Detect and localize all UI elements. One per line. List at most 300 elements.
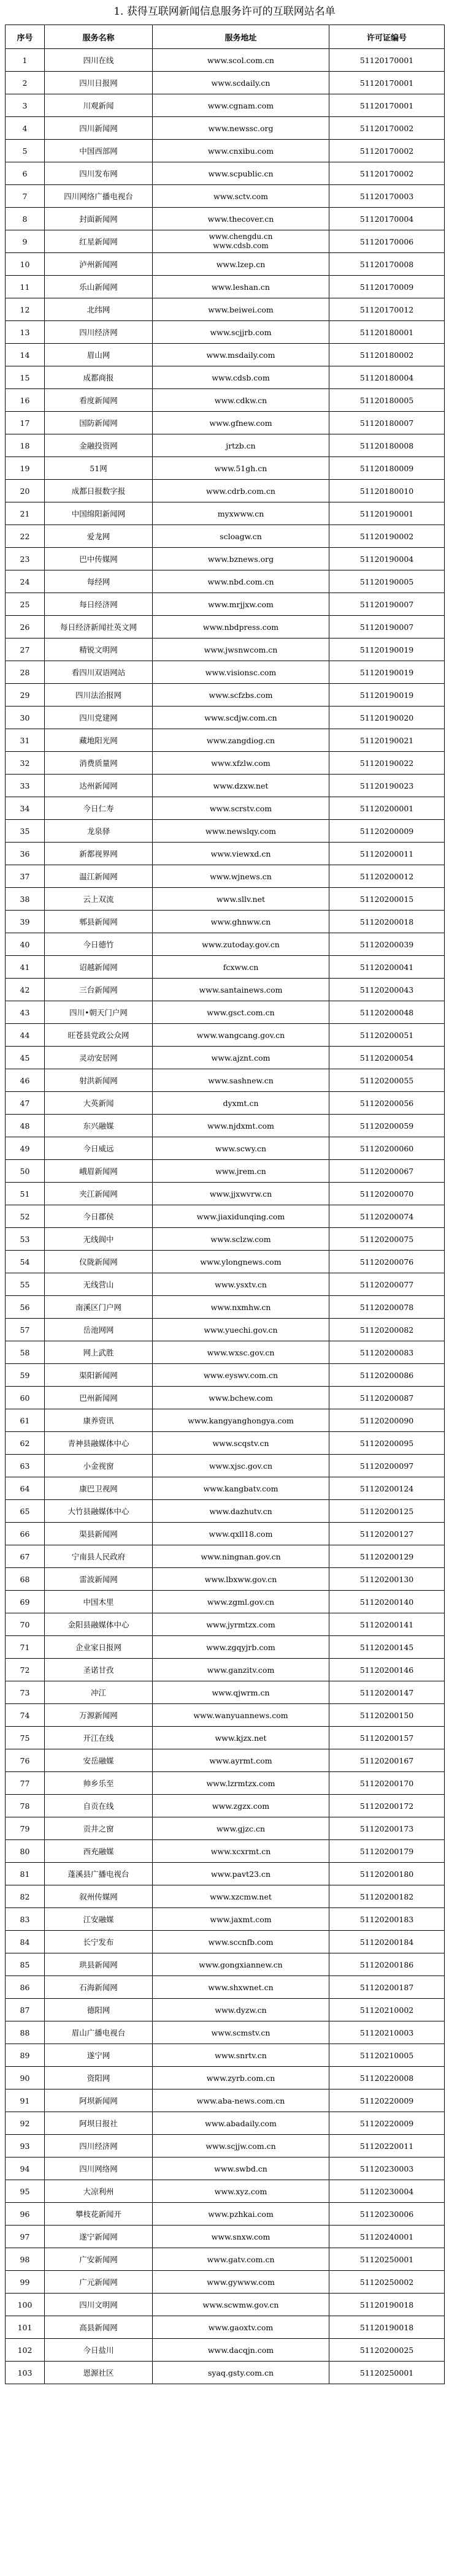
cell-service-name: 仪陇新闻网 — [45, 1251, 153, 1273]
table-row — [6, 2226, 445, 2248]
cell-license-number: 51120200001 — [329, 797, 445, 820]
cell-license-number: 51120190007 — [329, 593, 445, 616]
cell-serial-number: 39 — [6, 911, 45, 933]
table-row — [6, 752, 445, 775]
cell-license-number: 51120190021 — [329, 729, 445, 752]
cell-service-address: www.abadaily.com — [153, 2112, 329, 2135]
cell-license-number: 51120170001 — [329, 49, 445, 72]
table-row — [6, 593, 445, 616]
cell-service-address: www.gsct.com.cn — [153, 1001, 329, 1024]
cell-service-address: www.lzep.cn — [153, 253, 329, 276]
cell-serial-number: 44 — [6, 1024, 45, 1047]
table-row — [6, 1976, 445, 1999]
cell-license-number: 51120200083 — [329, 1341, 445, 1364]
table-row — [6, 140, 445, 162]
cell-service-name: 青神县融媒体中心 — [45, 1432, 153, 1455]
cell-license-number: 51120180004 — [329, 366, 445, 389]
cell-service-address: www.scmstv.cn — [153, 2021, 329, 2044]
cell-service-name: 旺苍县党政公众网 — [45, 1024, 153, 1047]
cell-serial-number: 15 — [6, 366, 45, 389]
cell-serial-number: 43 — [6, 1001, 45, 1024]
table-row — [6, 1863, 445, 1885]
cell-service-address: syaq.gsty.com.cn — [153, 2362, 329, 2384]
cell-serial-number: 67 — [6, 1545, 45, 1568]
table-row — [6, 1727, 445, 1749]
table-row — [6, 525, 445, 548]
table-row — [6, 2271, 445, 2294]
cell-serial-number: 11 — [6, 276, 45, 298]
cell-serial-number: 98 — [6, 2248, 45, 2271]
cell-service-name: 康巴卫视网 — [45, 1477, 153, 1500]
cell-service-name: 四川新闻网 — [45, 117, 153, 140]
cell-license-number: 51120170004 — [329, 208, 445, 230]
table-row — [6, 502, 445, 525]
cell-serial-number: 73 — [6, 1681, 45, 1704]
cell-serial-number: 85 — [6, 1953, 45, 1976]
table-row — [6, 1251, 445, 1273]
cell-license-number: 51120180010 — [329, 480, 445, 502]
table-row — [6, 412, 445, 434]
cell-serial-number: 66 — [6, 1523, 45, 1545]
cell-serial-number: 40 — [6, 933, 45, 956]
cell-license-number: 51120170009 — [329, 276, 445, 298]
cell-service-name: 51网 — [45, 457, 153, 480]
table-row — [6, 1591, 445, 1613]
cell-serial-number: 19 — [6, 457, 45, 480]
cell-service-address: www.scwy.cn — [153, 1137, 329, 1160]
cell-service-address: www.cgnam.com — [153, 94, 329, 117]
cell-service-address: www.sctv.com — [153, 185, 329, 208]
cell-license-number: 51120200146 — [329, 1659, 445, 1681]
cell-license-number: 51120180001 — [329, 321, 445, 344]
cell-serial-number: 87 — [6, 1999, 45, 2021]
cell-service-address: www.ganzitv.com — [153, 1659, 329, 1681]
table-row — [6, 162, 445, 185]
cell-service-address: www.cdkw.cn — [153, 389, 329, 412]
cell-service-name: 叙州传媒网 — [45, 1885, 153, 1908]
cell-service-address: jrtzb.cn — [153, 434, 329, 457]
cell-service-name: 看四川双语网站 — [45, 661, 153, 684]
table-row — [6, 1047, 445, 1069]
table-row — [6, 230, 445, 253]
cell-license-number: 51120200187 — [329, 1976, 445, 1999]
cell-service-address: www.shxwnet.cn — [153, 1976, 329, 1999]
cell-service-address: www.santainews.com — [153, 979, 329, 1001]
cell-service-name: 巴中传媒网 — [45, 548, 153, 570]
cell-service-address: www.cnxibu.com — [153, 140, 329, 162]
cell-serial-number: 54 — [6, 1251, 45, 1273]
cell-license-number: 51120210003 — [329, 2021, 445, 2044]
cell-service-name: 诏越新闻网 — [45, 956, 153, 979]
cell-service-name: 四川网络网 — [45, 2157, 153, 2180]
cell-service-name: 江安融媒 — [45, 1908, 153, 1931]
cell-license-number: 51120170003 — [329, 185, 445, 208]
cell-service-name: 每日经济网 — [45, 593, 153, 616]
cell-service-name: 帅乡乐至 — [45, 1772, 153, 1795]
cell-serial-number: 3 — [6, 94, 45, 117]
cell-service-name: 金阳县融媒体中心 — [45, 1613, 153, 1636]
cell-serial-number: 53 — [6, 1228, 45, 1251]
cell-service-name: 今日盐川 — [45, 2339, 153, 2362]
cell-license-number: 51120200172 — [329, 1795, 445, 1817]
cell-license-number: 51120200025 — [329, 2339, 445, 2362]
cell-service-name: 看度新闻网 — [45, 389, 153, 412]
cell-service-address: www.gongxiannew.cn — [153, 1953, 329, 1976]
table-row — [6, 1931, 445, 1953]
cell-license-number: 51120200018 — [329, 911, 445, 933]
cell-license-number: 51120230004 — [329, 2180, 445, 2203]
table-row — [6, 797, 445, 820]
cell-serial-number: 72 — [6, 1659, 45, 1681]
cell-serial-number: 34 — [6, 797, 45, 820]
table-row — [6, 1636, 445, 1659]
cell-license-number: 51120200009 — [329, 820, 445, 843]
cell-service-name: 冲江 — [45, 1681, 153, 1704]
table-row — [6, 1908, 445, 1931]
cell-license-number: 51120200011 — [329, 843, 445, 865]
cell-service-address: www.scqstv.cn — [153, 1432, 329, 1455]
cell-service-name: 高县新闻网 — [45, 2316, 153, 2339]
cell-serial-number: 92 — [6, 2112, 45, 2135]
cell-serial-number: 97 — [6, 2226, 45, 2248]
cell-service-name: 企业家日报网 — [45, 1636, 153, 1659]
cell-service-address: www.ayrmt.com — [153, 1749, 329, 1772]
cell-serial-number: 84 — [6, 1931, 45, 1953]
cell-serial-number: 22 — [6, 525, 45, 548]
cell-serial-number: 49 — [6, 1137, 45, 1160]
table-row — [6, 276, 445, 298]
cell-serial-number: 16 — [6, 389, 45, 412]
cell-service-address: www.scrstv.com — [153, 797, 329, 820]
cell-serial-number: 76 — [6, 1749, 45, 1772]
cell-service-name: 岳池网网 — [45, 1319, 153, 1341]
cell-service-address: www.dzxw.net — [153, 775, 329, 797]
cell-serial-number: 7 — [6, 185, 45, 208]
cell-service-address: www.sccnfb.com — [153, 1931, 329, 1953]
table-row — [6, 1772, 445, 1795]
cell-service-address: www.pzhkai.com — [153, 2203, 329, 2226]
cell-service-address: www.zyrb.com.cn — [153, 2067, 329, 2089]
table-row — [6, 2339, 445, 2362]
cell-license-number: 51120200067 — [329, 1160, 445, 1183]
table-row — [6, 661, 445, 684]
cell-serial-number: 75 — [6, 1727, 45, 1749]
cell-license-number: 51120200097 — [329, 1455, 445, 1477]
table-row — [6, 1183, 445, 1205]
document-title: 1. 获得互联网新闻信息服务许可的互联网站名单 — [113, 6, 336, 18]
cell-license-number: 51120200173 — [329, 1817, 445, 1840]
cell-service-name: 每经网 — [45, 570, 153, 593]
cell-service-address: www.jiaxidunqing.com — [153, 1205, 329, 1228]
cell-license-number: 51120170001 — [329, 72, 445, 94]
cell-service-name: 大竹县融媒体中心 — [45, 1500, 153, 1523]
table-row — [6, 1795, 445, 1817]
cell-serial-number: 21 — [6, 502, 45, 525]
cell-license-number: 51120200059 — [329, 1115, 445, 1137]
table-row — [6, 933, 445, 956]
cell-service-name: 渠阳新闻网 — [45, 1364, 153, 1387]
cell-service-address: www.sashnew.cn — [153, 1069, 329, 1092]
cell-license-number: 51120200051 — [329, 1024, 445, 1047]
cell-service-address: www.jrem.cn — [153, 1160, 329, 1183]
cell-service-name: 巴州新闻网 — [45, 1387, 153, 1409]
cell-serial-number: 42 — [6, 979, 45, 1001]
cell-service-name: 泸州新闻网 — [45, 253, 153, 276]
cell-service-name: 攀枝花新闻开 — [45, 2203, 153, 2226]
cell-license-number: 51120200183 — [329, 1908, 445, 1931]
cell-serial-number: 95 — [6, 2180, 45, 2203]
table-row — [6, 1885, 445, 1908]
table-row — [6, 1387, 445, 1409]
cell-service-address: www.xzcmw.net — [153, 1885, 329, 1908]
cell-license-number: 51120200186 — [329, 1953, 445, 1976]
cell-license-number: 51120200039 — [329, 933, 445, 956]
table-row — [6, 1545, 445, 1568]
cell-license-number: 51120200167 — [329, 1749, 445, 1772]
cell-license-number: 51120200074 — [329, 1205, 445, 1228]
cell-license-number: 51120230006 — [329, 2203, 445, 2226]
cell-license-number: 51120200147 — [329, 1681, 445, 1704]
cell-license-number: 51120200140 — [329, 1591, 445, 1613]
cell-serial-number: 33 — [6, 775, 45, 797]
cell-license-number: 51120170001 — [329, 94, 445, 117]
cell-service-name: 四川•朝天门户网 — [45, 1001, 153, 1024]
cell-service-address: www.bchew.com — [153, 1387, 329, 1409]
cell-service-address: fcxww.cn — [153, 956, 329, 979]
cell-serial-number: 89 — [6, 2044, 45, 2067]
cell-service-address: www.snxw.com — [153, 2226, 329, 2248]
header-license-number: 许可证编号 — [329, 25, 445, 49]
cell-service-address: www.xcxrmt.cn — [153, 1840, 329, 1863]
cell-service-address: www.eyswv.com.cn — [153, 1364, 329, 1387]
cell-service-name: 小金视窗 — [45, 1455, 153, 1477]
cell-serial-number: 18 — [6, 434, 45, 457]
cell-service-name: 广元新闻网 — [45, 2271, 153, 2294]
cell-serial-number: 20 — [6, 480, 45, 502]
cell-license-number: 51120200090 — [329, 1409, 445, 1432]
cell-license-number: 51120200070 — [329, 1183, 445, 1205]
cell-service-name: 德阳网 — [45, 1999, 153, 2021]
cell-service-address: www.pavt23.cn — [153, 1863, 329, 1885]
cell-service-address: www.gaoxtv.com — [153, 2316, 329, 2339]
cell-service-name: 渠县新闻网 — [45, 1523, 153, 1545]
cell-serial-number: 57 — [6, 1319, 45, 1341]
cell-license-number: 51120200077 — [329, 1273, 445, 1296]
table-row — [6, 2362, 445, 2384]
cell-service-address: www.scjjrb.com — [153, 321, 329, 344]
cell-license-number: 51120220011 — [329, 2135, 445, 2157]
cell-service-address: www.xjsc.gov.cn — [153, 1455, 329, 1477]
cell-service-name: 今日威远 — [45, 1137, 153, 1160]
table-row — [6, 1364, 445, 1387]
cell-license-number: 51120190022 — [329, 752, 445, 775]
cell-service-address: www.mrjjxw.com — [153, 593, 329, 616]
cell-service-address: www.nbdpress.com — [153, 616, 329, 638]
cell-service-address: www.msdaily.com — [153, 344, 329, 366]
cell-service-name: 达州新闻网 — [45, 775, 153, 797]
cell-serial-number: 59 — [6, 1364, 45, 1387]
cell-serial-number: 81 — [6, 1863, 45, 1885]
header-serial-number: 序号 — [6, 25, 45, 49]
cell-service-name: 万源新闻网 — [45, 1704, 153, 1727]
cell-license-number: 51120190002 — [329, 525, 445, 548]
cell-service-name: 藏地阳光网 — [45, 729, 153, 752]
table-row — [6, 1137, 445, 1160]
cell-license-number: 51120200043 — [329, 979, 445, 1001]
cell-license-number: 51120200060 — [329, 1137, 445, 1160]
cell-serial-number: 71 — [6, 1636, 45, 1659]
cell-service-name: 红星新闻网 — [45, 230, 153, 253]
table-row — [6, 321, 445, 344]
cell-license-number: 51120200124 — [329, 1477, 445, 1500]
cell-serial-number: 79 — [6, 1817, 45, 1840]
cell-service-address: www.zgzx.com — [153, 1795, 329, 1817]
cell-serial-number: 27 — [6, 638, 45, 661]
cell-service-address: www.snrtv.cn — [153, 2044, 329, 2067]
cell-license-number: 51120210002 — [329, 1999, 445, 2021]
cell-service-address: www.ghnww.cn — [153, 911, 329, 933]
cell-service-address: myxwww.cn — [153, 502, 329, 525]
cell-serial-number: 24 — [6, 570, 45, 593]
cell-serial-number: 64 — [6, 1477, 45, 1500]
table-row — [6, 865, 445, 888]
cell-license-number: 51120200082 — [329, 1319, 445, 1341]
cell-license-number: 51120170002 — [329, 117, 445, 140]
table-row — [6, 684, 445, 707]
cell-service-name: 四川日报网 — [45, 72, 153, 94]
cell-serial-number: 88 — [6, 2021, 45, 2044]
cell-license-number: 51120200055 — [329, 1069, 445, 1092]
cell-serial-number: 63 — [6, 1455, 45, 1477]
cell-service-address: www.newssc.org — [153, 117, 329, 140]
table-row — [6, 1024, 445, 1047]
cell-serial-number: 36 — [6, 843, 45, 865]
table-body — [6, 49, 445, 2384]
cell-serial-number: 47 — [6, 1092, 45, 1115]
cell-serial-number: 74 — [6, 1704, 45, 1727]
cell-license-number: 51120200015 — [329, 888, 445, 911]
cell-service-name: 四川文明网 — [45, 2294, 153, 2316]
cell-service-address: www.xfzlw.com — [153, 752, 329, 775]
cell-serial-number: 5 — [6, 140, 45, 162]
cell-service-name: 网上武胜 — [45, 1341, 153, 1364]
table-row — [6, 911, 445, 933]
table-row — [6, 1953, 445, 1976]
cell-license-number: 51120200041 — [329, 956, 445, 979]
cell-license-number: 51120190018 — [329, 2316, 445, 2339]
cell-license-number: 51120200086 — [329, 1364, 445, 1387]
cell-license-number: 51120250001 — [329, 2362, 445, 2384]
cell-serial-number: 55 — [6, 1273, 45, 1296]
cell-serial-number: 10 — [6, 253, 45, 276]
cell-license-number: 51120200078 — [329, 1296, 445, 1319]
cell-service-name: 康养资讯 — [45, 1409, 153, 1432]
cell-serial-number: 100 — [6, 2294, 45, 2316]
table-row — [6, 1115, 445, 1137]
cell-service-name: 四川经济网 — [45, 2135, 153, 2157]
cell-serial-number: 61 — [6, 1409, 45, 1432]
cell-serial-number: 90 — [6, 2067, 45, 2089]
cell-service-name: 中国绵阳新闻网 — [45, 502, 153, 525]
cell-service-address: www.51gh.cn — [153, 457, 329, 480]
cell-serial-number: 12 — [6, 298, 45, 321]
cell-serial-number: 93 — [6, 2135, 45, 2157]
cell-serial-number: 28 — [6, 661, 45, 684]
table-row — [6, 1001, 445, 1024]
cell-serial-number: 60 — [6, 1387, 45, 1409]
cell-license-number: 51120190019 — [329, 638, 445, 661]
cell-service-name: 眉山网 — [45, 344, 153, 366]
cell-serial-number: 41 — [6, 956, 45, 979]
cell-service-name: 无线营山 — [45, 1273, 153, 1296]
cell-service-address: www.scfzbs.com — [153, 684, 329, 707]
cell-service-address: www.yuechi.gov.cn — [153, 1319, 329, 1341]
table-row — [6, 2044, 445, 2067]
cell-service-name: 温江新闻网 — [45, 865, 153, 888]
cell-license-number: 51120190001 — [329, 502, 445, 525]
cell-license-number: 51120190018 — [329, 2294, 445, 2316]
cell-service-name: 乐山新闻网 — [45, 276, 153, 298]
cell-service-name: 郫县新闻网 — [45, 911, 153, 933]
cell-service-name: 南溪区门户网 — [45, 1296, 153, 1319]
cell-service-name: 四川在线 — [45, 49, 153, 72]
cell-license-number: 51120220009 — [329, 2112, 445, 2135]
cell-license-number: 51120200170 — [329, 1772, 445, 1795]
cell-serial-number: 13 — [6, 321, 45, 344]
table-row — [6, 616, 445, 638]
cell-service-address: www.scol.com.cn — [153, 49, 329, 72]
table-row — [6, 72, 445, 94]
cell-service-name: 精锐文明网 — [45, 638, 153, 661]
table-row — [6, 1568, 445, 1591]
table-row — [6, 389, 445, 412]
cell-serial-number: 102 — [6, 2339, 45, 2362]
cell-service-address: www.visionsc.com — [153, 661, 329, 684]
cell-license-number: 51120180005 — [329, 389, 445, 412]
cell-service-address: www.ysxtv.cn — [153, 1273, 329, 1296]
table-row — [6, 480, 445, 502]
cell-service-name: 雷波新闻网 — [45, 1568, 153, 1591]
table-row — [6, 570, 445, 593]
cell-service-address: www.jjxwvrw.cn — [153, 1183, 329, 1205]
cell-service-address: www.wxsc.gov.cn — [153, 1341, 329, 1364]
cell-serial-number: 6 — [6, 162, 45, 185]
cell-serial-number: 25 — [6, 593, 45, 616]
cell-service-name: 爱龙网 — [45, 525, 153, 548]
cell-serial-number: 83 — [6, 1908, 45, 1931]
cell-service-address: www.kangyanghongya.com — [153, 1409, 329, 1432]
cell-service-name: 封面新闻网 — [45, 208, 153, 230]
table-row — [6, 434, 445, 457]
cell-service-name: 峨眉新闻网 — [45, 1160, 153, 1183]
cell-service-address: scloagw.cn — [153, 525, 329, 548]
cell-service-name: 圣诺甘孜 — [45, 1659, 153, 1681]
cell-serial-number: 50 — [6, 1160, 45, 1183]
cell-service-address: www.qxll18.com — [153, 1523, 329, 1545]
cell-service-address: www.jaxmt.com — [153, 1908, 329, 1931]
cell-service-address: www.cdsb.com — [153, 366, 329, 389]
cell-license-number: 51120190023 — [329, 775, 445, 797]
cell-service-address: www.scwmw.gov.cn — [153, 2294, 329, 2316]
cell-license-number: 51120200129 — [329, 1545, 445, 1568]
cell-license-number: 51120200056 — [329, 1092, 445, 1115]
cell-serial-number: 46 — [6, 1069, 45, 1092]
table-row — [6, 1069, 445, 1092]
cell-license-number: 51120200054 — [329, 1047, 445, 1069]
cell-serial-number: 32 — [6, 752, 45, 775]
cell-license-number: 51120200130 — [329, 1568, 445, 1591]
cell-service-name: 遂宁新闻网 — [45, 2226, 153, 2248]
